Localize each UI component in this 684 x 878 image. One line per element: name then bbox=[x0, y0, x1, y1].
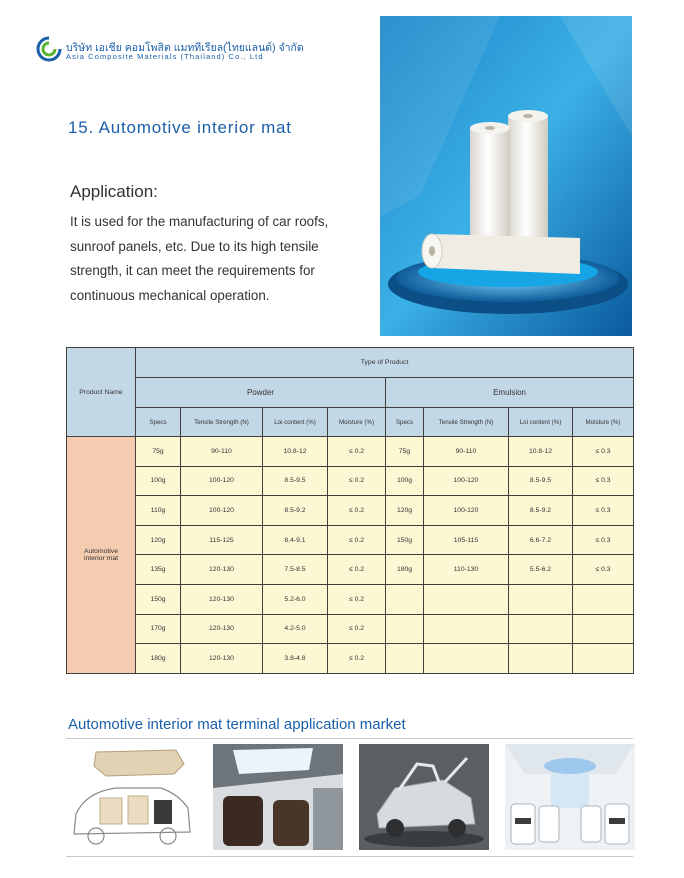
table-cell: 100-120 bbox=[181, 466, 263, 496]
table-cell bbox=[573, 644, 634, 674]
column-header: Specs bbox=[386, 408, 424, 437]
table-row bbox=[67, 644, 634, 674]
table-cell: 3.8-4.8 bbox=[263, 644, 328, 674]
table-cell: 100-120 bbox=[181, 496, 263, 526]
application-line: It is used for the manufacturing of car roofs, bbox=[70, 214, 329, 229]
table-cell: 8.5-9.5 bbox=[509, 466, 573, 496]
table-cell: 120g bbox=[386, 496, 424, 526]
table-cell: ≤ 0.2 bbox=[328, 496, 386, 526]
product-name-cell bbox=[67, 437, 136, 674]
column-header: Moisture (%) bbox=[328, 408, 386, 437]
table-cell: 10.8-12 bbox=[263, 437, 328, 467]
company-logo bbox=[36, 36, 304, 66]
table-cell: 100g bbox=[136, 466, 181, 496]
table-cell bbox=[509, 614, 573, 644]
table-row bbox=[67, 614, 634, 644]
product-name-line: interior mat bbox=[84, 554, 118, 562]
column-header: Loi content (%) bbox=[509, 408, 573, 437]
column-header: Specs bbox=[136, 408, 181, 437]
company-name-english: Asia Composite Materials (Thailand) Co., Ltd bbox=[66, 52, 264, 61]
table-cell: ≤ 0.3 bbox=[573, 525, 634, 555]
table-cell: 170g bbox=[136, 614, 181, 644]
car-body-frame-photo bbox=[359, 744, 489, 850]
table-cell: 5.5-6.2 bbox=[509, 555, 573, 585]
table-cell: 10.8-12 bbox=[509, 437, 573, 467]
table-cell: 90-110 bbox=[424, 437, 509, 467]
type-of-product-header: Type of Product bbox=[136, 348, 634, 378]
table-cell: 8.5-9.2 bbox=[509, 496, 573, 526]
table-cell: 8.4-9.1 bbox=[263, 525, 328, 555]
table-cell: 120-130 bbox=[181, 614, 263, 644]
table-cell bbox=[386, 584, 424, 614]
logo-swirl-icon bbox=[36, 36, 62, 62]
table-cell bbox=[424, 584, 509, 614]
column-header: Moisture (%) bbox=[573, 408, 634, 437]
table-cell: 135g bbox=[136, 555, 181, 585]
table-row bbox=[67, 584, 634, 614]
table-cell: 120-130 bbox=[181, 644, 263, 674]
table-cell: 110g bbox=[136, 496, 181, 526]
table-cell: 120-130 bbox=[181, 584, 263, 614]
table-cell: ≤ 0.3 bbox=[573, 496, 634, 526]
company-name-thai: บริษัท เอเชีย คอมโพสิต แมททีเรียล(ไทยแลนด์) จำกัด bbox=[66, 42, 304, 54]
table-cell: ≤ 0.2 bbox=[328, 644, 386, 674]
table-row bbox=[67, 555, 634, 585]
table-row bbox=[67, 525, 634, 555]
table-cell: ≤ 0.2 bbox=[328, 525, 386, 555]
application-heading: Application: bbox=[70, 182, 158, 201]
table-row bbox=[67, 496, 634, 526]
table-cell: 150g bbox=[136, 584, 181, 614]
table-cell: 100-120 bbox=[424, 466, 509, 496]
table-cell: 7.5-8.5 bbox=[263, 555, 328, 585]
table-cell bbox=[424, 644, 509, 674]
table-cell bbox=[509, 644, 573, 674]
column-header: Tensile Strength (N) bbox=[424, 408, 509, 437]
column-header: Loi content (%) bbox=[263, 408, 328, 437]
product-name-header: Product Name bbox=[67, 348, 136, 437]
divider bbox=[66, 738, 633, 739]
car-headliner-photo bbox=[66, 744, 196, 850]
table-cell: 75g bbox=[386, 437, 424, 467]
table-cell: ≤ 0.3 bbox=[573, 466, 634, 496]
table-cell: 115-125 bbox=[181, 525, 263, 555]
emulsion-group-header: Emulsion bbox=[386, 378, 634, 408]
aircraft-cabin-photo bbox=[505, 744, 635, 850]
table-cell: 8.5-9.2 bbox=[263, 496, 328, 526]
table-cell: 100g bbox=[386, 466, 424, 496]
table-cell: 8.5-9.5 bbox=[263, 466, 328, 496]
table-cell bbox=[424, 614, 509, 644]
table-cell: ≤ 0.2 bbox=[328, 437, 386, 467]
table-cell: 6.6-7.2 bbox=[509, 525, 573, 555]
application-line: sunroof panels, etc. Due to its high tensile bbox=[70, 238, 319, 254]
table-cell: ≤ 0.2 bbox=[328, 614, 386, 644]
table-row bbox=[67, 466, 634, 496]
car-sunroof-photo bbox=[213, 744, 343, 850]
table-cell: ≤ 0.2 bbox=[328, 584, 386, 614]
table-cell: 90-110 bbox=[181, 437, 263, 467]
table-cell: ≤ 0.3 bbox=[573, 437, 634, 467]
table-cell: 4.2-5.0 bbox=[263, 614, 328, 644]
table-cell bbox=[386, 644, 424, 674]
application-line: strength, it can meet the requirements for bbox=[70, 263, 315, 278]
application-line: continuous mechanical operation. bbox=[70, 287, 270, 303]
table-cell: ≤ 0.2 bbox=[328, 555, 386, 585]
market-section-title: Automotive interior mat terminal application market bbox=[68, 716, 406, 733]
powder-group-header: Powder bbox=[136, 378, 386, 408]
table-cell bbox=[509, 584, 573, 614]
table-cell: 180g bbox=[136, 644, 181, 674]
table-cell: ≤ 0.3 bbox=[573, 555, 634, 585]
table-cell bbox=[573, 584, 634, 614]
section-title: 15. Automotive interior mat bbox=[68, 118, 292, 137]
table-cell: 120g bbox=[136, 525, 181, 555]
application-text bbox=[70, 210, 370, 308]
table-cell: 5.2-6.0 bbox=[263, 584, 328, 614]
divider bbox=[66, 856, 633, 857]
table-cell: ≤ 0.2 bbox=[328, 466, 386, 496]
spec-table bbox=[66, 347, 634, 674]
column-header: Tensile Strength (N) bbox=[181, 408, 263, 437]
table-cell: 180g bbox=[386, 555, 424, 585]
table-row bbox=[67, 437, 634, 467]
table-cell: 75g bbox=[136, 437, 181, 467]
table-cell bbox=[573, 614, 634, 644]
table-cell: 100-120 bbox=[424, 496, 509, 526]
table-cell bbox=[386, 614, 424, 644]
table-cell: 120-130 bbox=[181, 555, 263, 585]
table-cell: 150g bbox=[386, 525, 424, 555]
product-photo bbox=[380, 16, 632, 336]
product-name-line: Automotive bbox=[83, 547, 118, 555]
table-cell: 110-130 bbox=[424, 555, 509, 585]
table-cell: 105-115 bbox=[424, 525, 509, 555]
